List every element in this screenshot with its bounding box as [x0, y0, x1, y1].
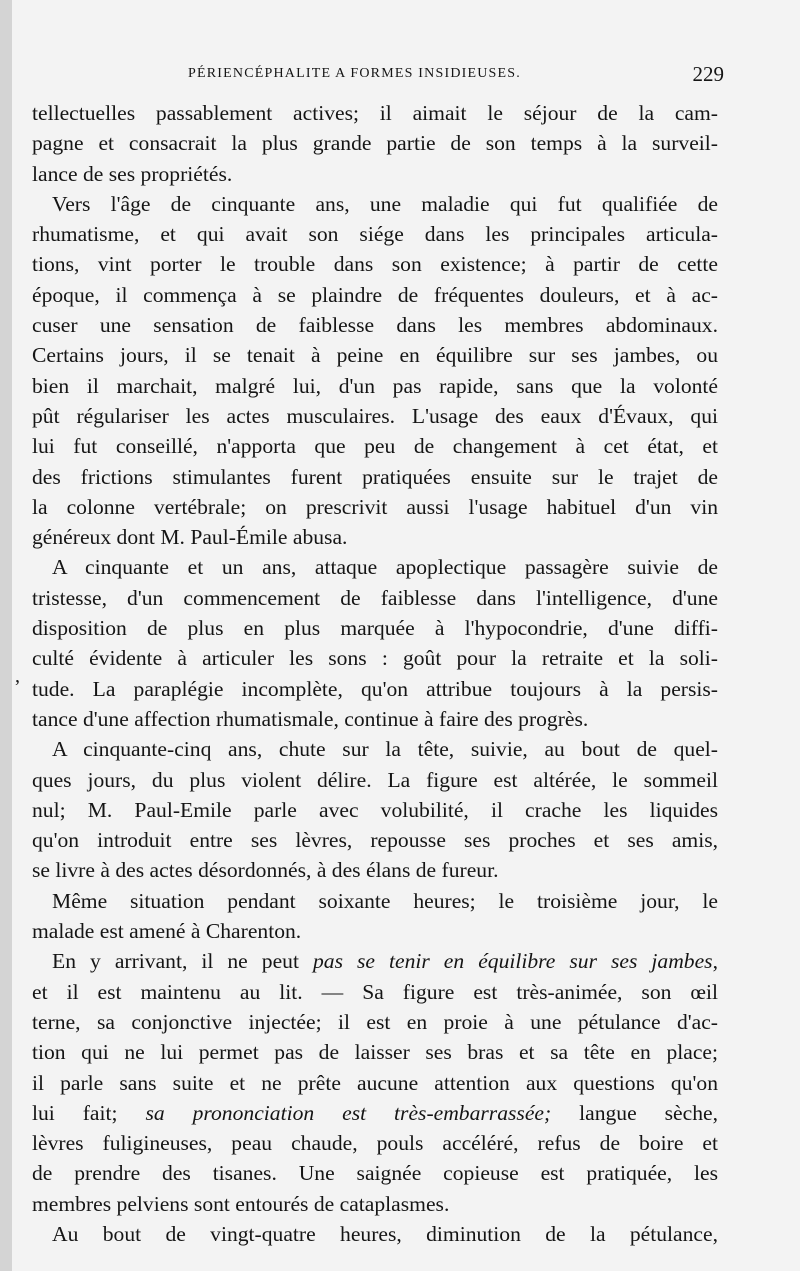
text-line-content: se livre à des actes désordonnés, à des élans de fureur. — [32, 858, 499, 883]
text-line-content: En y arrivant, il ne peut — [52, 949, 313, 974]
text-line — [32, 1158, 718, 1188]
text-line-content: A cinquante-cinq ans, chute sur la tête, suivie, au bout de quel- — [52, 737, 718, 762]
text-line-content: qu'on introduit entre ses lèvres, repousse ses proches et ses amis, — [32, 828, 718, 853]
italic-phrase: pas se tenir en équilibre sur ses jambes — [312, 949, 713, 974]
text-line-tail: , — [712, 949, 718, 974]
text-line — [32, 765, 718, 795]
text-line-content: il parle sans suite et ne prête aucune attention aux questions qu'on — [32, 1070, 718, 1095]
text-line-content: tance d'une affection rhumatismale, continue à faire des progrès. — [32, 706, 589, 731]
text-line — [32, 1037, 718, 1067]
text-line-content: de prendre des tisanes. Une saignée copieuse est pratiquée, les — [32, 1161, 718, 1186]
text-line — [32, 704, 718, 734]
text-line-content: tellectuelles passablement actives; il aimait le séjour de la cam- — [32, 101, 718, 125]
text-line-content: Au bout de vingt-quatre heures, diminution de la pétulance, — [52, 1221, 718, 1246]
text-line — [32, 128, 718, 158]
text-line — [32, 310, 718, 340]
text-line-content: tude. La paraplégie incomplète, qu'on attribue toujours à la persis- — [32, 676, 718, 701]
text-line — [32, 1007, 718, 1037]
text-line — [32, 583, 718, 613]
text-line — [32, 977, 718, 1007]
text-line — [32, 249, 718, 279]
text-line-content: rhumatisme, et qui avait son siége dans les principales articula- — [32, 222, 718, 247]
text-line — [32, 189, 718, 219]
text-line — [32, 855, 718, 885]
text-line-tail: langue sèche, — [551, 1100, 718, 1125]
italic-phrase: sa prononciation est très-embarrassée; — [145, 1100, 552, 1125]
text-line — [32, 674, 718, 704]
text-line-content: membres pelviens sont entourés de cataplasmes. — [32, 1191, 450, 1216]
text-line-content: lui fut conseillé, n'apporta que peu de changement à cet état, et — [32, 434, 718, 459]
text-line-content: ques jours, du plus violent délire. La figure est altérée, le sommeil — [32, 767, 718, 792]
text-line-content: nul; M. Paul-Emile parle avec volubilité, il crache les liquides — [32, 797, 718, 822]
text-line — [32, 280, 718, 310]
text-line-content: pût régulariser les actes musculaires. L'usage des eaux d'Évaux, qui — [32, 403, 718, 428]
text-line — [32, 795, 718, 825]
body-text — [32, 98, 718, 1249]
text-line — [32, 946, 718, 976]
text-line-content: terne, sa conjonctive injectée; il est en proie à une pétulance d'ac- — [32, 1009, 718, 1034]
text-line-content: Vers l'âge de cinquante ans, une maladie qui fut qualifiée de — [52, 191, 718, 216]
text-line-content: malade est amené à Charenton. — [32, 919, 302, 944]
text-line — [32, 643, 718, 673]
text-line-content: tions, vint porter le trouble dans son existence; à partir de cette — [32, 252, 718, 277]
text-line — [32, 431, 718, 461]
text-line-content: bien il marchait, malgré lui, d'un pas rapide, sans que la volonté — [32, 373, 718, 398]
text-line-content: des frictions stimulantes furent pratiquées ensuite sur le trajet de — [32, 464, 718, 489]
text-line-content: lance de ses propriétés. — [32, 161, 233, 186]
text-line-content: culté évidente à articuler les sons : goût pour la retraite et la soli- — [32, 646, 718, 671]
page-number: 229 — [692, 62, 724, 86]
text-line — [32, 552, 718, 582]
text-line-content: époque, il commença à se plaindre de fréquentes douleurs, et à ac- — [32, 282, 718, 307]
text-line — [32, 916, 718, 946]
text-line-content: la colonne vertébrale; on prescrivit aussi l'usage habituel d'un vin — [32, 494, 718, 519]
text-line-content: A cinquante et un ans, attaque apoplectique passagère suivie de — [52, 555, 718, 580]
text-line — [32, 825, 718, 855]
text-line — [32, 1098, 718, 1128]
text-line-content: disposition de plus en plus marquée à l'hypocondrie, d'une diffi- — [32, 616, 718, 641]
page-header — [12, 62, 800, 90]
text-line — [32, 1219, 718, 1249]
text-line — [32, 159, 718, 189]
text-line — [32, 1128, 718, 1158]
text-line-content: généreux dont M. Paul-Émile abusa. — [32, 525, 348, 550]
text-line — [32, 522, 718, 552]
text-line — [32, 886, 718, 916]
text-line — [32, 1068, 718, 1098]
text-line — [32, 401, 718, 431]
text-line — [32, 462, 718, 492]
text-line-content: pagne et consacrait la plus grande partie de son temps à la surveil- — [32, 131, 718, 156]
book-page — [12, 0, 800, 1271]
text-line-content: Certains jours, il se tenait à peine en équilibre sur ses jambes, ou — [32, 343, 718, 368]
text-line — [32, 734, 718, 764]
text-line — [32, 1189, 718, 1219]
text-line — [32, 98, 718, 128]
running-head: PÉRIENCÉPHALITE A FORMES INSIDIEUSES. — [188, 66, 521, 81]
text-line-content: Même situation pendant soixante heures; le troisième jour, le — [52, 888, 718, 913]
text-line — [32, 340, 718, 370]
text-line — [32, 613, 718, 643]
text-line — [32, 219, 718, 249]
text-line — [32, 371, 718, 401]
text-line-content: tristesse, d'un commencement de faiblesse dans l'intelligence, d'une — [32, 585, 718, 610]
text-line-content: et il est maintenu au lit. — Sa figure est très-animée, son œil — [32, 979, 718, 1004]
text-line — [32, 492, 718, 522]
text-line-content: lui fait; — [32, 1100, 146, 1125]
text-line-content: lèvres fuligineuses, peau chaude, pouls accéléré, refus de boire et — [32, 1131, 718, 1156]
margin-mark: , — [15, 665, 20, 687]
text-line-content: cuser une sensation de faiblesse dans les membres abdominaux. — [32, 313, 718, 338]
text-line-content: tion qui ne lui permet pas de laisser ses bras et sa tête en place; — [32, 1040, 718, 1065]
